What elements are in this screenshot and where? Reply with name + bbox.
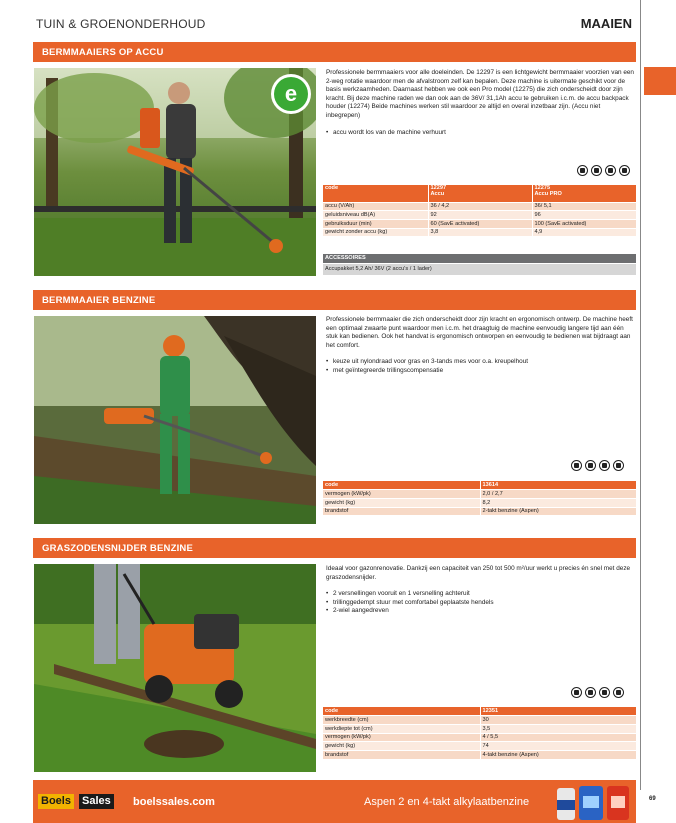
sales-logo: Sales (79, 794, 114, 809)
usage-icons (577, 165, 630, 176)
photo-accu-trimmer (34, 68, 316, 276)
table-row: brandstof 2-takt benzine (Aspen) (323, 507, 636, 516)
noise-icon (591, 165, 602, 176)
description-text: Professionele bermmaaiers voor alle doeleinden. De 12297 is een lichtgewicht bermmaaier voorzien van een 2-weg rotatie waardoor men de afvalstroom zelf kan bepalen. Deze machine is uitermate geschikt voor de basis werkzaamheden. Daarnaast hebben we ook een Pro model (12275) die zich onderscheidt door zijn kracht. Bij deze machine raden we dan ook aan de 36V/ 31,1Ah accu te gebruiken i.c.m. de accu backpack houder (12274) Beide machines werken stil waardoor ze altijd en overal inzetbaar zijn. (Accu niet inbegrepen) (326, 69, 634, 119)
usage-icons (571, 460, 624, 471)
website-link[interactable]: boelssales.com (133, 796, 215, 808)
accessories-header: ACCESSOIRES (323, 254, 636, 263)
gloves-icon (599, 687, 610, 698)
usage-icons (571, 687, 624, 698)
feature-bullet: • accu wordt los van de machine verhuurt (326, 129, 636, 138)
table-row: vermogen (kW/pk) 2,0 / 2,7 (323, 490, 636, 499)
table-row: gebruiksduur (min) 60 (SavE activated) 100 (SavE activated) (323, 219, 636, 228)
description-benzine (326, 316, 636, 376)
spec-table-accu (323, 185, 636, 237)
page-divider (640, 0, 641, 790)
footer-text: Aspen 2 en 4-takt alkylaatbenzine (364, 796, 530, 808)
section-category: TUIN & GROENONDERHOUD (36, 17, 206, 31)
table-row: accu (V/Ah) 36 / 4,2 36/ 5,1 (323, 202, 636, 211)
table-row: vermogen (kW/pk) 4 / 5,5 (323, 733, 636, 742)
table-row: brandstof 4-takt benzine (Aspen) (323, 750, 636, 759)
feature-bullet: • 2 versnellingen vooruit en 1 versnelling achteruit (326, 590, 636, 599)
feature-bullet: • met geïntegreerde trillingscompensatie (326, 367, 636, 376)
table-row: geluidsniveau dB(A) 92 96 (323, 211, 636, 220)
footer-banner (33, 780, 636, 823)
photo-petrol-trimmer (34, 316, 316, 524)
description-sod-cutter (326, 565, 636, 616)
fuel-bottles-image (553, 782, 633, 822)
page-title: MAAIEN (580, 16, 632, 31)
chapter-tab (644, 67, 676, 95)
accessories-item: Accupakket 5,2 Ah/ 36V (2 accu's / 1 lader) (323, 264, 636, 275)
feature-bullet: • trillinggedempt stuur met comfortabel geplaatste hendels (326, 599, 636, 608)
table-row: werkdiepte tot (cm) 3,5 (323, 724, 636, 733)
table-row: gewicht zonder accu (kg) 3,8 4,9 (323, 228, 636, 237)
helmet-icon (613, 687, 624, 698)
electric-badge: e (284, 81, 298, 106)
section-title-sod-cutter: GRASZODENSNIJDER BENZINE (33, 538, 636, 558)
machine-icon (571, 687, 582, 698)
trimmer-icon (571, 460, 582, 471)
gloves-icon (599, 460, 610, 471)
section-title-accu: BERMMAAIERS OP ACCU (33, 42, 636, 62)
helmet-icon (613, 460, 624, 471)
noise-icon (585, 460, 596, 471)
boels-logo: Boels (38, 794, 74, 809)
photo-sod-cutter (34, 564, 316, 772)
table-row: gewicht (kg) 8,2 (323, 498, 636, 507)
section-title-benzine: BERMMAAIER BENZINE (33, 290, 636, 310)
description-accu (326, 69, 636, 137)
description-text: Professionele bermmaaier die zich onderscheidt door zijn kracht en ergonomisch ontwerp. De machine heeft een optimaal zwaarte punt waardoor men i.c.m. het draagtuig de machine eenvoudig langere tijd aan één stuk kan bedienen. Ook het handvat is ergonomisch ontworpen en eenvoudig te bedienen wat bijdraagt aan het comfort. (326, 316, 633, 349)
page-number: 69 (649, 796, 656, 802)
gloves-icon (605, 165, 616, 176)
noise-icon (585, 687, 596, 698)
spec-table-benzine (323, 481, 636, 516)
description-text: Ideaal voor gazonrenovatie. Dankzij een capaciteit van 250 tot 500 m²/uur werkt u precies én snel met deze graszodensnijder. (326, 565, 631, 581)
feature-bullet: • 2-wiel aangedreven (326, 607, 636, 616)
helmet-icon (619, 165, 630, 176)
spec-table-sod-cutter (323, 707, 636, 760)
table-row: gewicht (kg) 74 (323, 742, 636, 751)
feature-bullet: • keuze uit nylondraad voor gras en 3-tands mes voor o.a. kreupelhout (326, 358, 636, 367)
table-row: werkbreedte (cm) 30 (323, 716, 636, 725)
table-header: code 13614 (323, 481, 636, 490)
table-header: code 12351 (323, 707, 636, 716)
grass-icon (577, 165, 588, 176)
table-header: code 12297 Accu 12275 Accu PRO (323, 185, 636, 202)
